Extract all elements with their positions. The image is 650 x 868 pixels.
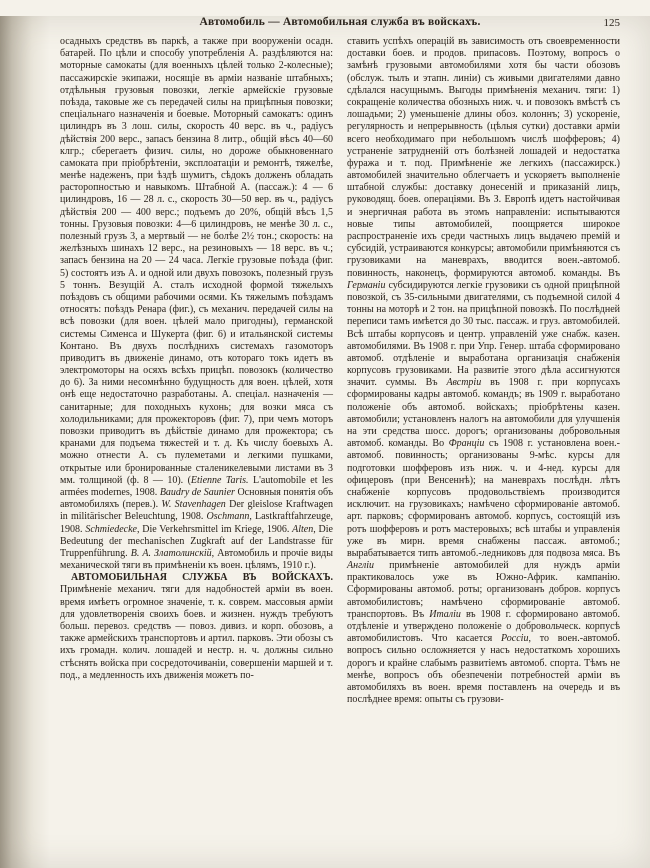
right-column (347, 36, 620, 706)
country-name: Италіи (429, 608, 461, 620)
paragraph-continuation (60, 36, 333, 572)
text-segment: ставить успѣхъ операцій въ зависимость отъ своевременности доставки боев. и продов. припасовъ. Поэтому, вопросъ о замѣнѣ грузовыми автомобилями хотя бы части обозовъ (обслуж. тылъ и этапн. линіи) съ живыми двигателями давно сдѣлался насущнымъ. Выгоды примѣненія механич. тяги: 1) сокращеніе количества обозныхъ ниж. ч. и повозокъ вмѣстѣ съ лошадьми; 2) уменьшеніе длины обоз. колоннъ; 3) ускореніе, регулярность и непрерывность (цѣлыя сутки) доставки арміи всего необходимаго при небольшомъ числѣ шофферовъ; 4) устраненіе затрудненій отъ болѣзней лошадей и недостатка фуража и т. под. Примѣненіе же легкихъ (пассажирск.) автомобилей значительно облегчаетъ и ускоряетъ выполненіе штабной службы: доставку донесеній и приказаній лицъ, руководящ. боев. операціями. Въ З. Европѣ идетъ настойчивая и энергичная работа въ этомъ направленіи: испытываются новые типы автомобилей, поощряется широкое распространеніе ихъ среди частныхъ лицъ выдачею премій и субсидій, устраиваются конкурсы; автомобили примѣняются съ грузовиками на маневрахъ, вводится воен.-автомоб. повинность, наконецъ, формируются автомоб. команды. Въ (347, 36, 620, 279)
bibliography-title: , Автомобиль и прочіе виды механической тяги въ примѣненіи къ воен. цѣлямъ, 1910 г.). (60, 547, 333, 572)
paragraph-continuation (347, 36, 620, 706)
bibliography-author: W. Stavenhagen (161, 499, 226, 511)
bibliography-title: L'automobile et les armées modernes, 1908. (60, 474, 333, 498)
bibliography-title: Основныя понятія объ автомобиляхъ (перев.). (60, 486, 333, 511)
country-name: Россіи (501, 633, 529, 645)
text-segment: примѣненіе автомобилей для нуждъ арміи практиковалось уже въ Южно-Африк. кампанію. Сформированы автомоб. роты; организованъ добров. корпусъ автомобилистовъ; намѣчено сформированіе автомоб. транспортовъ. Въ (347, 560, 620, 620)
country-name: Франціи (448, 438, 485, 450)
article-heading: АВТОМОБИЛЬНАЯ СЛУЖБА ВЪ ВОЙСКАХЪ. (71, 572, 333, 584)
running-title: Автомобиль — Автомобильная служба въ войскахъ. (199, 16, 481, 28)
text-segment: въ 1908 г. сформировано автомоб. отдѣленіе и утверждено положеніе о добровольческ. корпусѣ автомобилистовъ. Что касается (347, 608, 620, 645)
text-segment: съ 1908 г. установлена воен.-автомоб. повинность; организованы 9-мѣс. курсы для подготовки шофферовъ изъ ниж. ч. и 4-нед. курсы для офицеровъ (при Венсеннѣ); на маневрахъ послѣдн. лѣтъ снабженіе корпусовъ продовольствіемъ производится исключит. на грузовикахъ; намѣчено сформированіе автомоб. арт. парковъ; сформированъ автомоб. корпусъ, состоящій изъ ротъ шофферовъ и ротъ мастеровыхъ; всѣ штабы и управленія уже въ мирн. время снабжены пассаж. автомоб.; вырабатывается типъ автомоб.-ледниковъ для подвоза мяса. Въ (347, 438, 621, 559)
country-name: Австріи (446, 377, 482, 389)
text-segment: субсидируются легкіе грузовики съ одной прицѣпной повозкой, съ 35-сильными двигателями, съ подъемной силой 4 тонны на моторѣ и 2 тон. на прицѣпной повозкѣ. По послѣдней переписи тамъ имѣется до 30 тыс. пассаж. и груз. автомобилей. Всѣ штабы корпусовъ и центр. управленій уже снабж. казен. автомобилями. Въ 1908 г. при Упр. Генер. штаба сформировано автомоб. отдѣленіе и выработана организація снабженія корпусовъ грузовиками. На развитіе этого дѣла ассигнуются значит. суммы. Въ (347, 279, 620, 389)
page-header (60, 16, 620, 28)
bibliography-author: Schmiedecke (85, 523, 137, 535)
bibliography-author: Alten (292, 523, 314, 535)
binding-shadow (0, 16, 50, 868)
bibliography-author: В. А. Златолинскій (130, 547, 212, 559)
bibliography-title: , Lastkraftfahrzeuge, 1908. (60, 511, 334, 535)
page-number: 125 (603, 17, 620, 29)
bibliography-author: Baudry de Saunier (159, 486, 235, 498)
paragraph-article-start (60, 572, 333, 682)
left-column (60, 36, 333, 706)
country-name: Англіи (347, 560, 374, 572)
bibliography-title: , Die Verkehrsmittel im Kriege, 1906. (136, 523, 293, 535)
text-segment: въ 1908 г. при корпусахъ сформированы кадры автомоб. командъ; въ 1909 г. выработано положеніе объ автомоб. войскахъ; пріобрѣтены казен. автомобили; установленъ налогъ на автомобили для улучшенія на эти средства шосс. дорогъ; организованы добровольныя автомоб. команды. Во (347, 377, 621, 450)
bibliography-author: Oschmann (206, 511, 250, 523)
text-segment: , то воен.-автомоб. вопросъ сильно осложняется у насъ недостаткомъ хорошихъ дорогъ и крайне слабымъ развитіемъ автомоб. спорта. Тѣмъ не менѣе, вопросъ объ обезпеченіи потребностей арміи въ автомобиляхъ въ воен. время поставленъ на очередь и въ послѣднее время: опыты съ грузови- (347, 633, 620, 706)
text-segment: осадныхъ средствъ въ паркѣ, а также при вооруженіи осадн. батарей. По цѣли и способу употребленія А. раздѣляются на: моторные самокаты (для военныхъ цѣлей только 2-колесные); пассажирскіе экипажи, носящіе въ арміи названіе штабныхъ; отдѣльныя грузовыя повозки, легкіе армейскіе грузовые поѣзда, таковые же съ передачей силы на прицѣпныя повозки; спеціальнаго назначенія и боевые. Моторный самокатъ: одинъ цилиндръ въ 3 лош. силы, скорость 40 верс. въ ч., радіусъ дѣйствія 200 верс., запасъ бензина 8 литр., общій вѣсъ 40—60 клгр.; сберегаетъ физич. силы, но дороже обыкновеннаго самоката при пріобрѣтеніи, эксплоатаціи и ремонтѣ, тяжелѣе, менѣе надеженъ, при ѣздѣ шумитъ, сѣдокъ долженъ обладать расторопностью и навыкомъ. Штабной А. (пассаж.): 4 — 6 цилиндровъ, 16 — 28 л. с., скорость 30—50 вер. въ ч., радіусъ дѣйствія 200 — 400 верс.; подъемъ до 20%, общій вѣсъ 1,5 тонны. Грузовыя повозки: 4—6 цилиндровъ, не менѣе 30 л. с., полезный грузъ 3, а мертвый — не болѣе 2½ тон.; скорость: на желѣзныхъ шинахъ 12 верс., на резиновыхъ — 18 верс. въ ч.; запасъ бензина на 20 — 24 часа. Легкіе грузовые поѣзда (фиг. 5) состоятъ изъ А. и одной или двухъ повозокъ, полезный грузъ 5 тоннъ. Везущій А. сталъ исходной формой тяжелыхъ поѣздовъ съ общими рабочими осями. Къ тяжелымъ поѣздамъ относятъ: поѣздъ Ренара (фиг.), съ механич. передачей силы на всѣ повозки (для воен. цѣлей мало пригодны), германской системы Сименса и Шукерта (фиг. 6) и итальянской системы Контано. Въ двухъ послѣднихъ системахъ газомоторъ приводитъ въ движеніе динамо, отъ котораго токъ идетъ въ электромоторы на осяхъ всѣхъ прицѣп. повозокъ (количество до 6). За ними несомнѣнно будущность для воен. цѣлей, хотя онѣ еще недостаточно разработаны. А. спеціал. назначенія — санитарные; для походныхъ кухонь; для возки мяса съ холодильниками; для прожекторовъ (фиг. 7), при чемъ моторъ повозки приводитъ въ дѣйствіе динамо для прожектора; съ кранами для подъема тяжестей и т. д. Къ числу боевыхъ А. можно отнести А. съ пулеметами и легкими пушками, открытые или бронированные сталеникелевыми листами въ 3 мм. толщиной (ф. 8 — 10). ( (60, 36, 333, 486)
bibliography-author: Etienne Taris. (190, 474, 249, 486)
bibliography-title: Der gleislose Kraftwagen in militärischer Beleuchtung, 1908. (60, 499, 334, 523)
country-name: Германіи (347, 279, 386, 291)
text-segment: Примѣненіе механич. тяги для надобностей арміи въ воен. время имѣетъ огромное значеніе, т. к. соврем. массовыя арміи для удовлетворенія своихъ боев. и жизнен. нуждъ требуютъ больш. перевоз. средствъ — повоз. дивиз. и корп. обозовъ, а также армейскихъ транспортовъ и артил. парковъ. Эти обозы съ ихъ громадн. колич. лошадей и нестр. н. ч. должны сильно стѣснять войска при сосредоточиваніи, совершеніи маршей и т. под., а медленность ихъ движенія можетъ по- (60, 584, 333, 681)
text-columns (60, 36, 620, 706)
bibliography-title: , Die Bedeutung der mechanischen Zugkraft auf der Landstrasse für Truppenführung. (60, 523, 333, 559)
